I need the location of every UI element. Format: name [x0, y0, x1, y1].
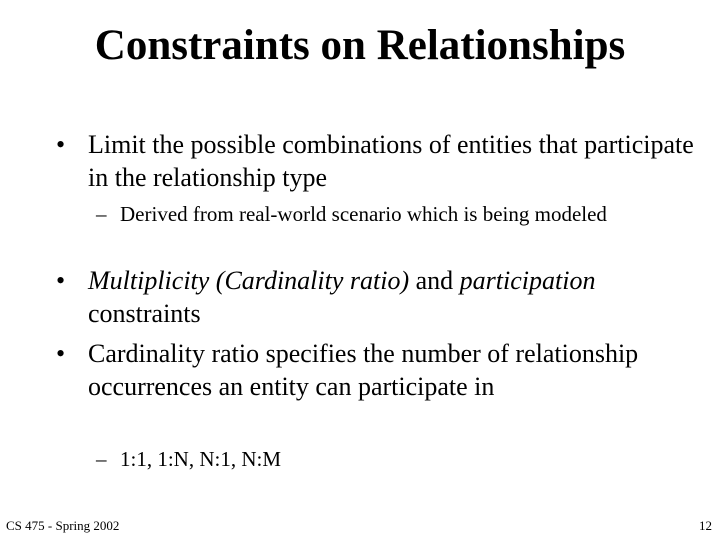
bullet-marker: •: [56, 130, 66, 159]
term-participation: participation: [459, 266, 596, 295]
constraints-word: constraints: [88, 299, 201, 328]
bullet-text: [88, 264, 696, 330]
dash-marker: –: [96, 447, 107, 471]
bullet-limit-combinations: [56, 128, 696, 194]
bullet-cardinality-ratio: [56, 337, 696, 403]
bullet-text: Limit the possible combinations of entities that participate in the relationship type: [88, 130, 694, 192]
connector-and: and: [409, 266, 460, 295]
bullet-marker: •: [56, 339, 66, 368]
bullet-marker: •: [56, 266, 66, 295]
sub-bullet-derived: [96, 200, 696, 228]
dash-marker: –: [96, 202, 107, 226]
footer-course: CS 475 - Spring 2002: [6, 518, 120, 533]
term-multiplicity: Multiplicity (Cardinality ratio): [88, 266, 410, 295]
sub-bullet-ratios: [96, 445, 696, 473]
bullet-multiplicity: [56, 264, 696, 330]
footer-page-number: 12: [699, 518, 712, 533]
bullet-text: Cardinality ratio specifies the number of relationship occurrences an entity can participate in: [88, 339, 639, 401]
sub-bullet-text: 1:1, 1:N, N:1, N:M: [120, 447, 282, 471]
slide-title: Constraints on Relationships: [94, 22, 626, 69]
sub-bullet-text: Derived from real-world scenario which is being modeled: [120, 202, 607, 226]
